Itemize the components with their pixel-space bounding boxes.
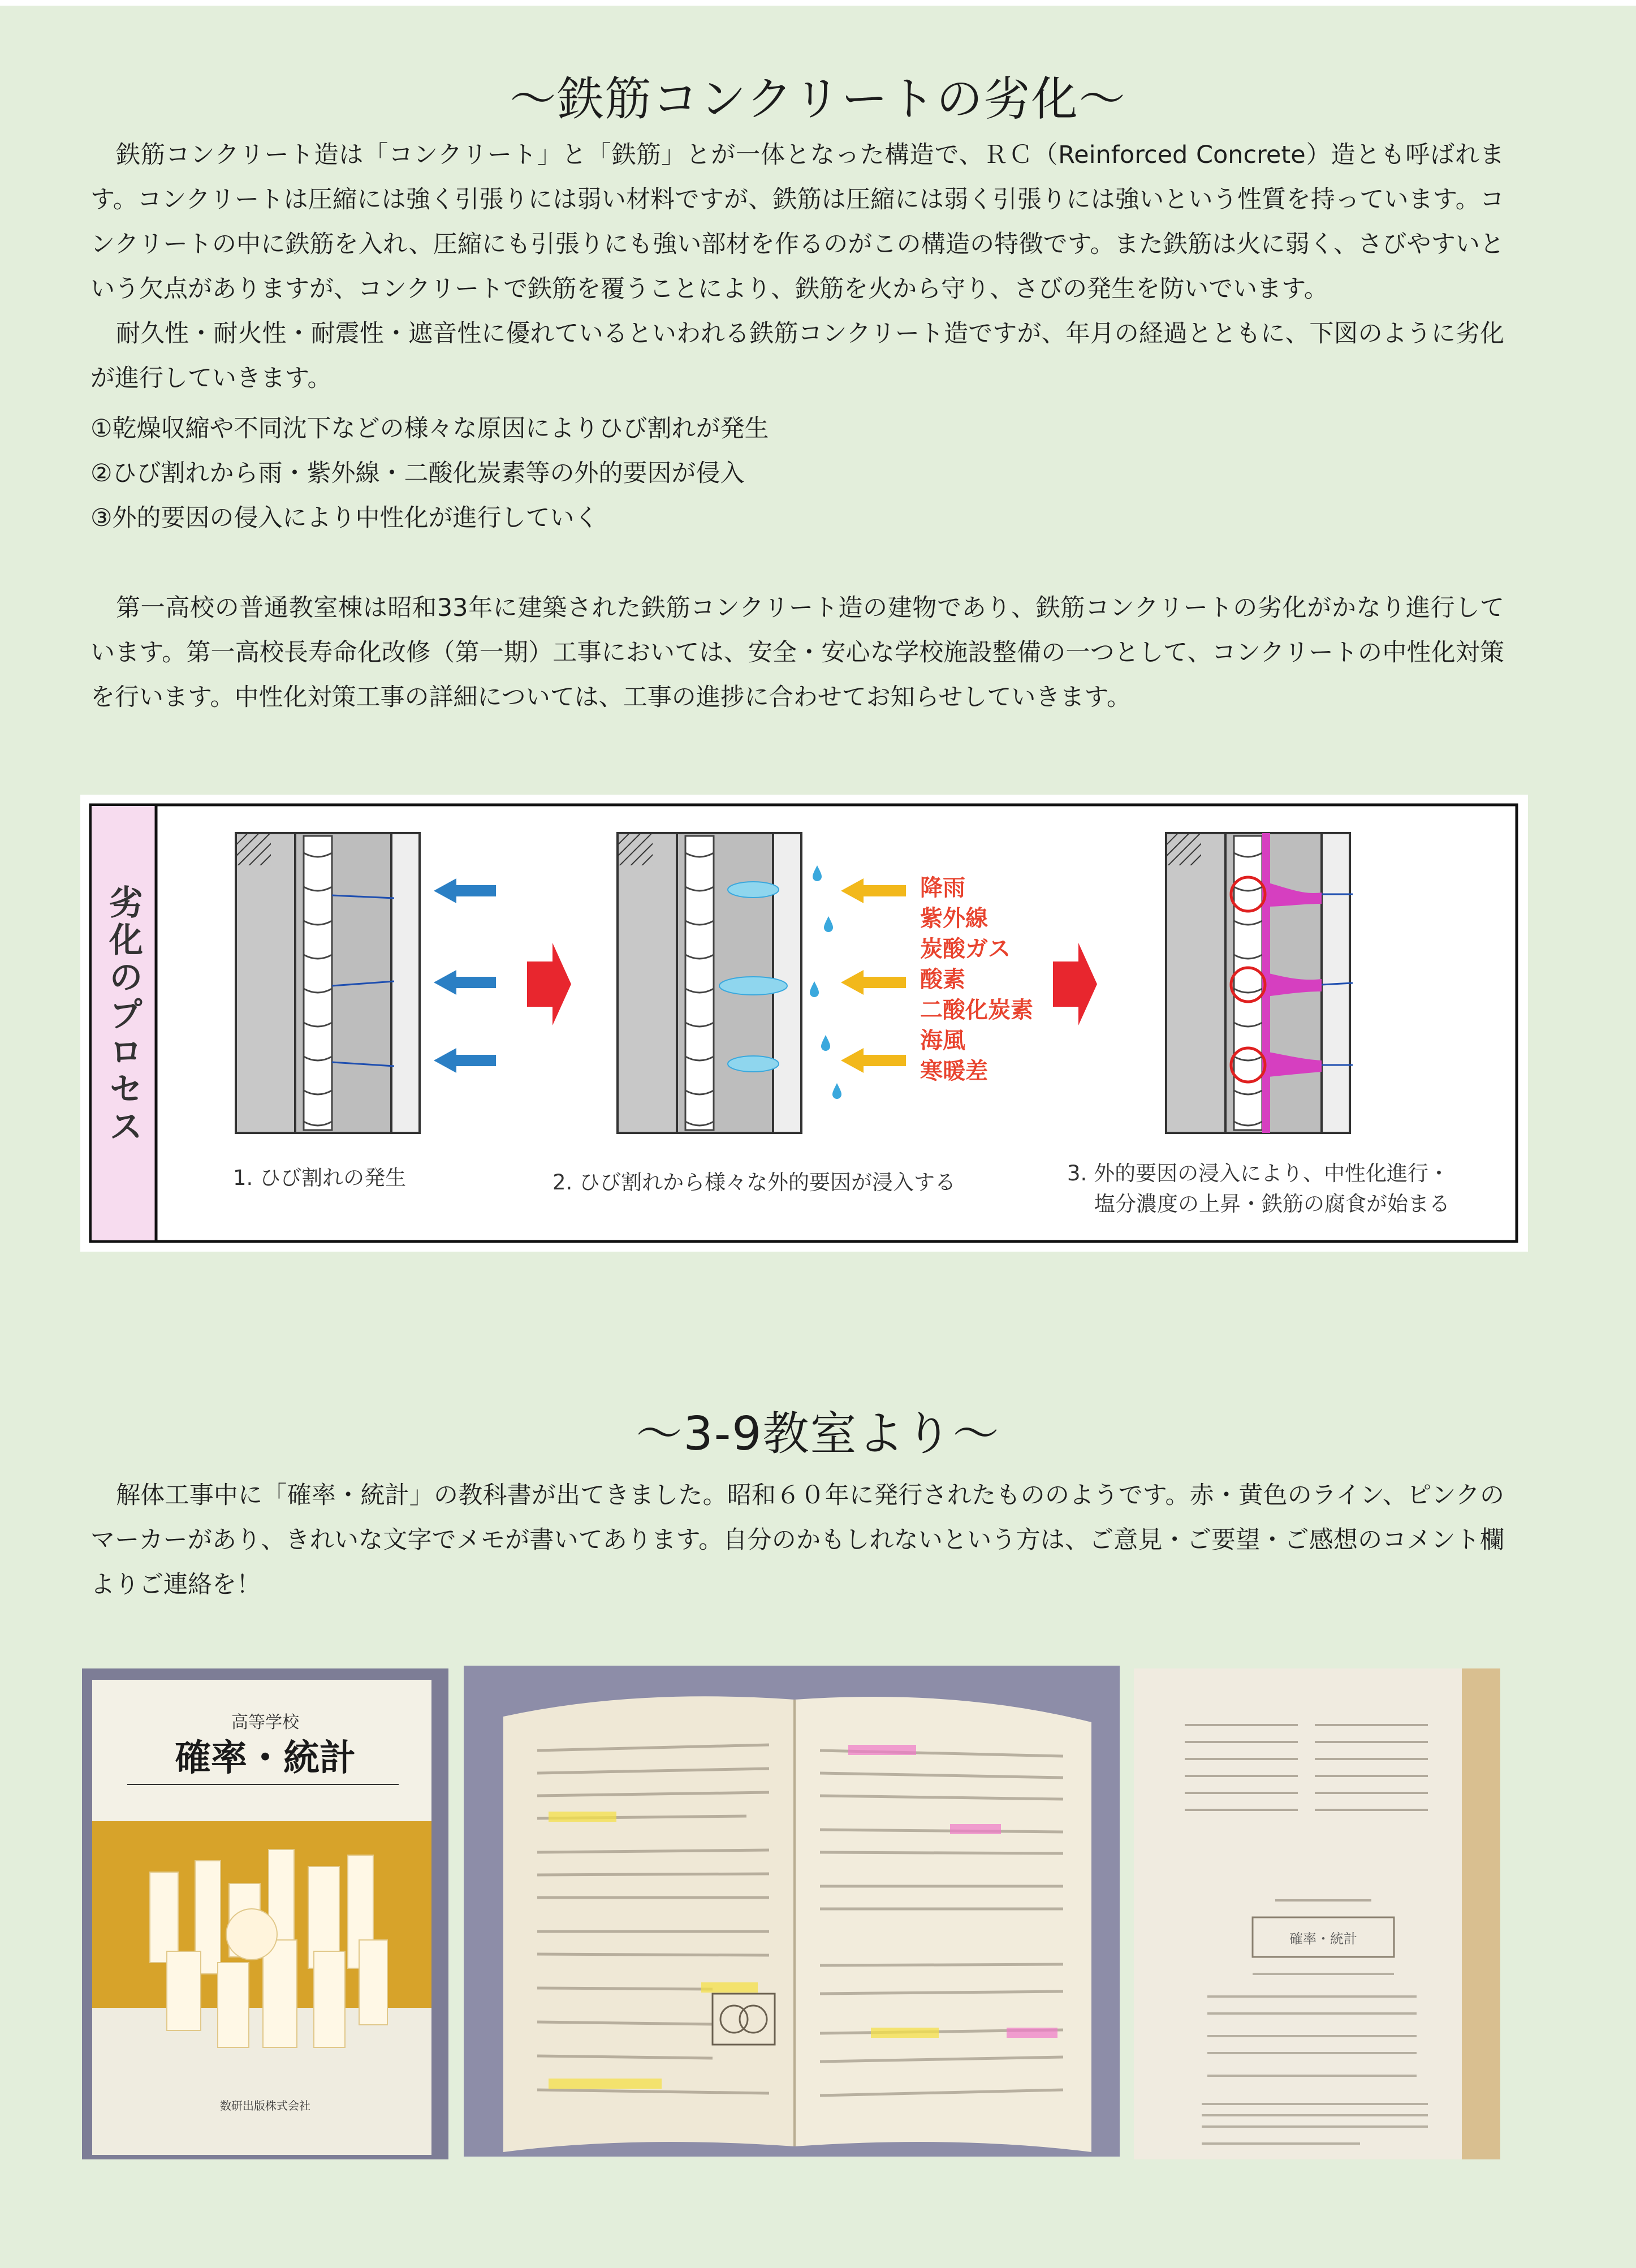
panel-2 [618,833,801,1133]
factor-item: 寒暖差 [920,1058,988,1084]
step-3: ③外的要因の侵入により中性化が進行していく [90,504,599,532]
factor-item: 降雨 [920,875,965,901]
photo-textbook-colophon [1134,1668,1500,2159]
paragraph-deterioration: 耐久性・耐火性・耐震性・遮音性に優れているといわれる鉄筋コンクリート造ですが、年月の経過とともに、下図のように劣化が進行していきます。 [90,320,1504,393]
side-label: 劣化のプロセス [103,885,143,1146]
step-1: ①乾燥収縮や不同沈下などの様々な原因によりひび割れが発生 [90,415,769,443]
photo-textbook-cover [82,1668,448,2159]
factor-item: 海風 [920,1028,965,1054]
deterioration-process-diagram [80,795,1528,1252]
caption-step-2: 2. ひび割れから様々な外的要因が浸入する [552,1170,956,1195]
caption-step-3-line1: 3. 外的要因の浸入により、中性化進行・ [1067,1161,1450,1185]
book-title: 確率・統計 [175,1737,356,1779]
paragraph-rc-intro: 鉄筋コンクリート造は「コンクリート」と「鉄筋」とが一体となった構造で、ＲＣ（Reinforced Concrete）造とも呼ばれます。コンクリートは圧縮には強く引張りには弱い材料ですが、鉄筋は圧縮には弱く引張りには強いという性質を持っています。コンクリートの中に鉄筋を入れ、圧縮にも引張りにも強い部材を作るのがこの構造の特徴です。また鉄筋は火に弱く、さびやすいという欠点がありますが、コンクリートで鉄筋を覆うことにより、鉄筋を火から守り、さびの発生を防いでいます。 [90,141,1504,303]
colophon-title: 確率・統計 [1289,1931,1357,1947]
caption-step-3-line2: 塩分濃度の上昇・鉄筋の腐食が始まる [1094,1192,1450,1216]
top-border [0,0,1636,6]
factor-item: 炭酸ガス [920,936,1011,962]
caption-step-1: 1. ひび割れの発生 [233,1166,407,1190]
step-2: ②ひび割れから雨・紫外線・二酸化炭素等の外的要因が侵入 [90,459,745,488]
panel-1 [236,833,420,1133]
diagram-svg [80,795,1528,1252]
photo-textbook-open [464,1666,1120,2157]
section-title-classroom: ～3-9教室より～ [636,1407,1000,1461]
factor-item: 二酸化炭素 [920,997,1033,1023]
factor-item: 紫外線 [920,906,988,932]
book-publisher: 数研出版株式会社 [220,2099,310,2112]
section-title-deterioration: ～鉄筋コンクリートの劣化～ [510,72,1126,126]
panel-3 [1166,833,1353,1133]
paragraph-textbook: 解体工事中に「確率・統計」の教科書が出てきました。昭和６０年に発行されたもののようです。赤・黄色のライン、ピンクのマーカーがあり、きれいな文字でメモが書いてあります。自分のかもしれないという方は、ご意見・ご要望・ご感想のコメント欄よりご連絡を！ [90,1481,1504,1599]
factor-item: 酸素 [920,967,965,993]
book-series: 高等学校 [231,1713,299,1732]
paragraph-school-building: 第一高校の普通教室棟は昭和33年に建築された鉄筋コンクリート造の建物であり、鉄筋コンクリートの劣化がかなり進行しています。第一高校長寿命化改修（第一期）工事においては、安全・安心な学校施設整備の一つとして、コンクリートの中性化対策を行います。中性化対策工事の詳細については、工事の進捗に合わせてお知らせしていきます。 [90,594,1504,712]
